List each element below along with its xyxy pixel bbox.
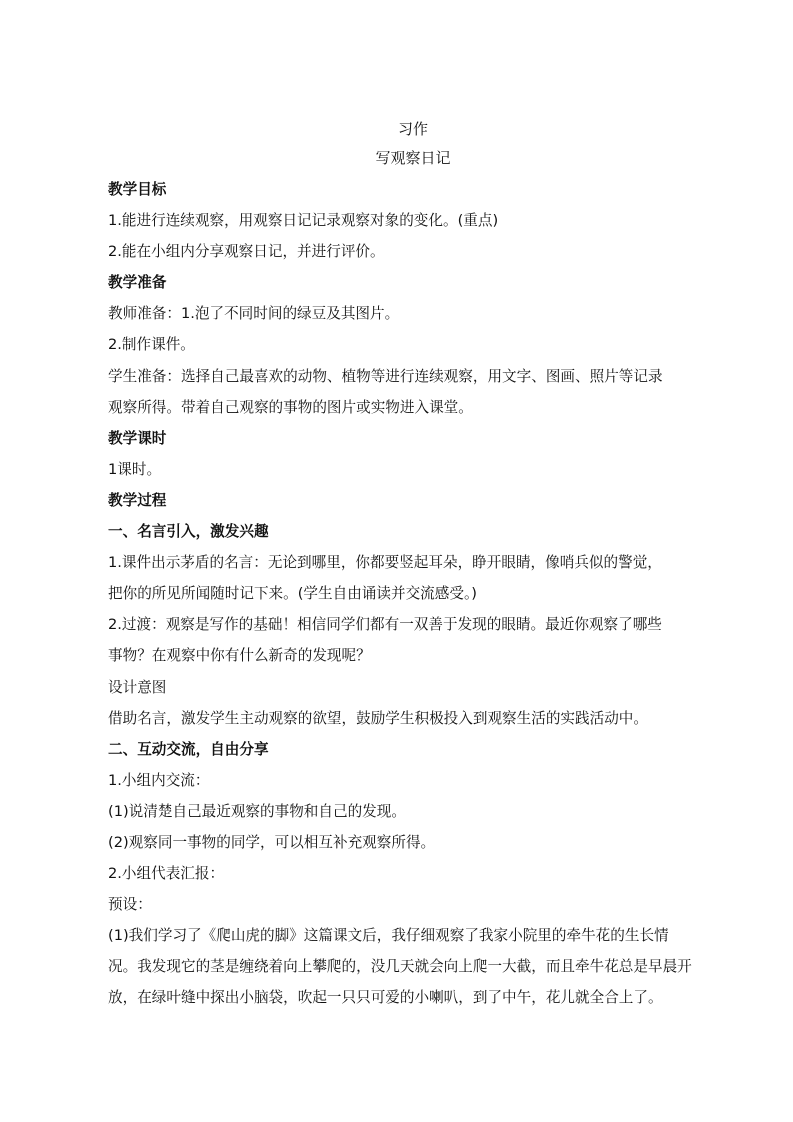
paragraph-line-continued: 事物？在观察中你有什么新奇的发现呢？ [108, 647, 371, 665]
subsection-heading-exchange: 二、互动交流，自由分享 [108, 740, 269, 758]
subsection-heading-quote-intro: 一、名言引入，激发兴趣 [108, 523, 269, 541]
paragraph-line-continued: 况。我发现它的茎是缠绕着向上攀爬的，没几天就会向上爬一大截，而且牵牛花总是早晨开 [108, 958, 692, 976]
section-heading-process: 教学过程 [108, 491, 167, 509]
paragraph-line: 预设： [108, 896, 152, 914]
paragraph-line: 借助名言，激发学生主动观察的欲望，鼓励学生积极投入到观察生活的实践活动中。 [108, 709, 648, 727]
paragraph-line: (2)观察同一事物的同学，可以相互补充观察所得。 [108, 833, 436, 851]
paragraph-line: 1课时。 [108, 460, 162, 478]
paragraph-line: (1)说清楚自己最近观察的事物和自己的发现。 [108, 802, 406, 820]
paragraph-line: 教师准备：1.泡了不同时间的绿豆及其图片。 [108, 305, 400, 323]
design-intent-label: 设计意图 [108, 678, 167, 696]
section-heading-class-hours: 教学课时 [108, 429, 167, 447]
section-heading-preparation: 教学准备 [108, 274, 167, 292]
doc-title: 习作 [397, 120, 428, 138]
paragraph-line: 1.小组内交流： [108, 771, 210, 789]
paragraph-line-continued: 把你的所见所闻随时记下来。(学生自由诵读并交流感受。) [108, 585, 477, 603]
section-heading-objectives: 教学目标 [108, 181, 167, 198]
paragraph-line: 1.能进行连续观察，用观察日记记录观察对象的变化。(重点) [108, 212, 499, 230]
paragraph-line-continued: 观察所得。带着自己观察的事物的图片或实物进入课堂。 [108, 398, 473, 416]
paragraph-line: 2.制作课件。 [108, 336, 195, 354]
paragraph-line: (1)我们学习了《爬山虎的脚》这篇课文后，我仔细观察了我家小院里的牵牛花的生长情 [108, 927, 669, 945]
paragraph-line: 2.过渡：观察是写作的基础！相信同学们都有一双善于发现的眼睛。最近你观察了哪些 [108, 616, 662, 634]
paragraph-line: 学生准备：选择自己最喜欢的动物、植物等进行连续观察，用文字、图画、照片等记录 [108, 367, 663, 385]
paragraph-line: 2.小组代表汇报： [108, 865, 225, 883]
paragraph-line: 2.能在小组内分享观察日记，并进行评价。 [108, 243, 385, 261]
paragraph-line-continued: 放，在绿叶缝中探出小脑袋，吹起一只只可爱的小喇叭，到了中午，花儿就全合上了。 [108, 989, 663, 1007]
document-body [108, 116, 718, 1014]
doc-subtitle: 写观察日记 [375, 149, 451, 167]
paragraph-line: 1.课件出示茅盾的名言：无论到哪里，你都要竖起耳朵，睁开眼睛，像哨兵似的警觉， [108, 554, 662, 572]
